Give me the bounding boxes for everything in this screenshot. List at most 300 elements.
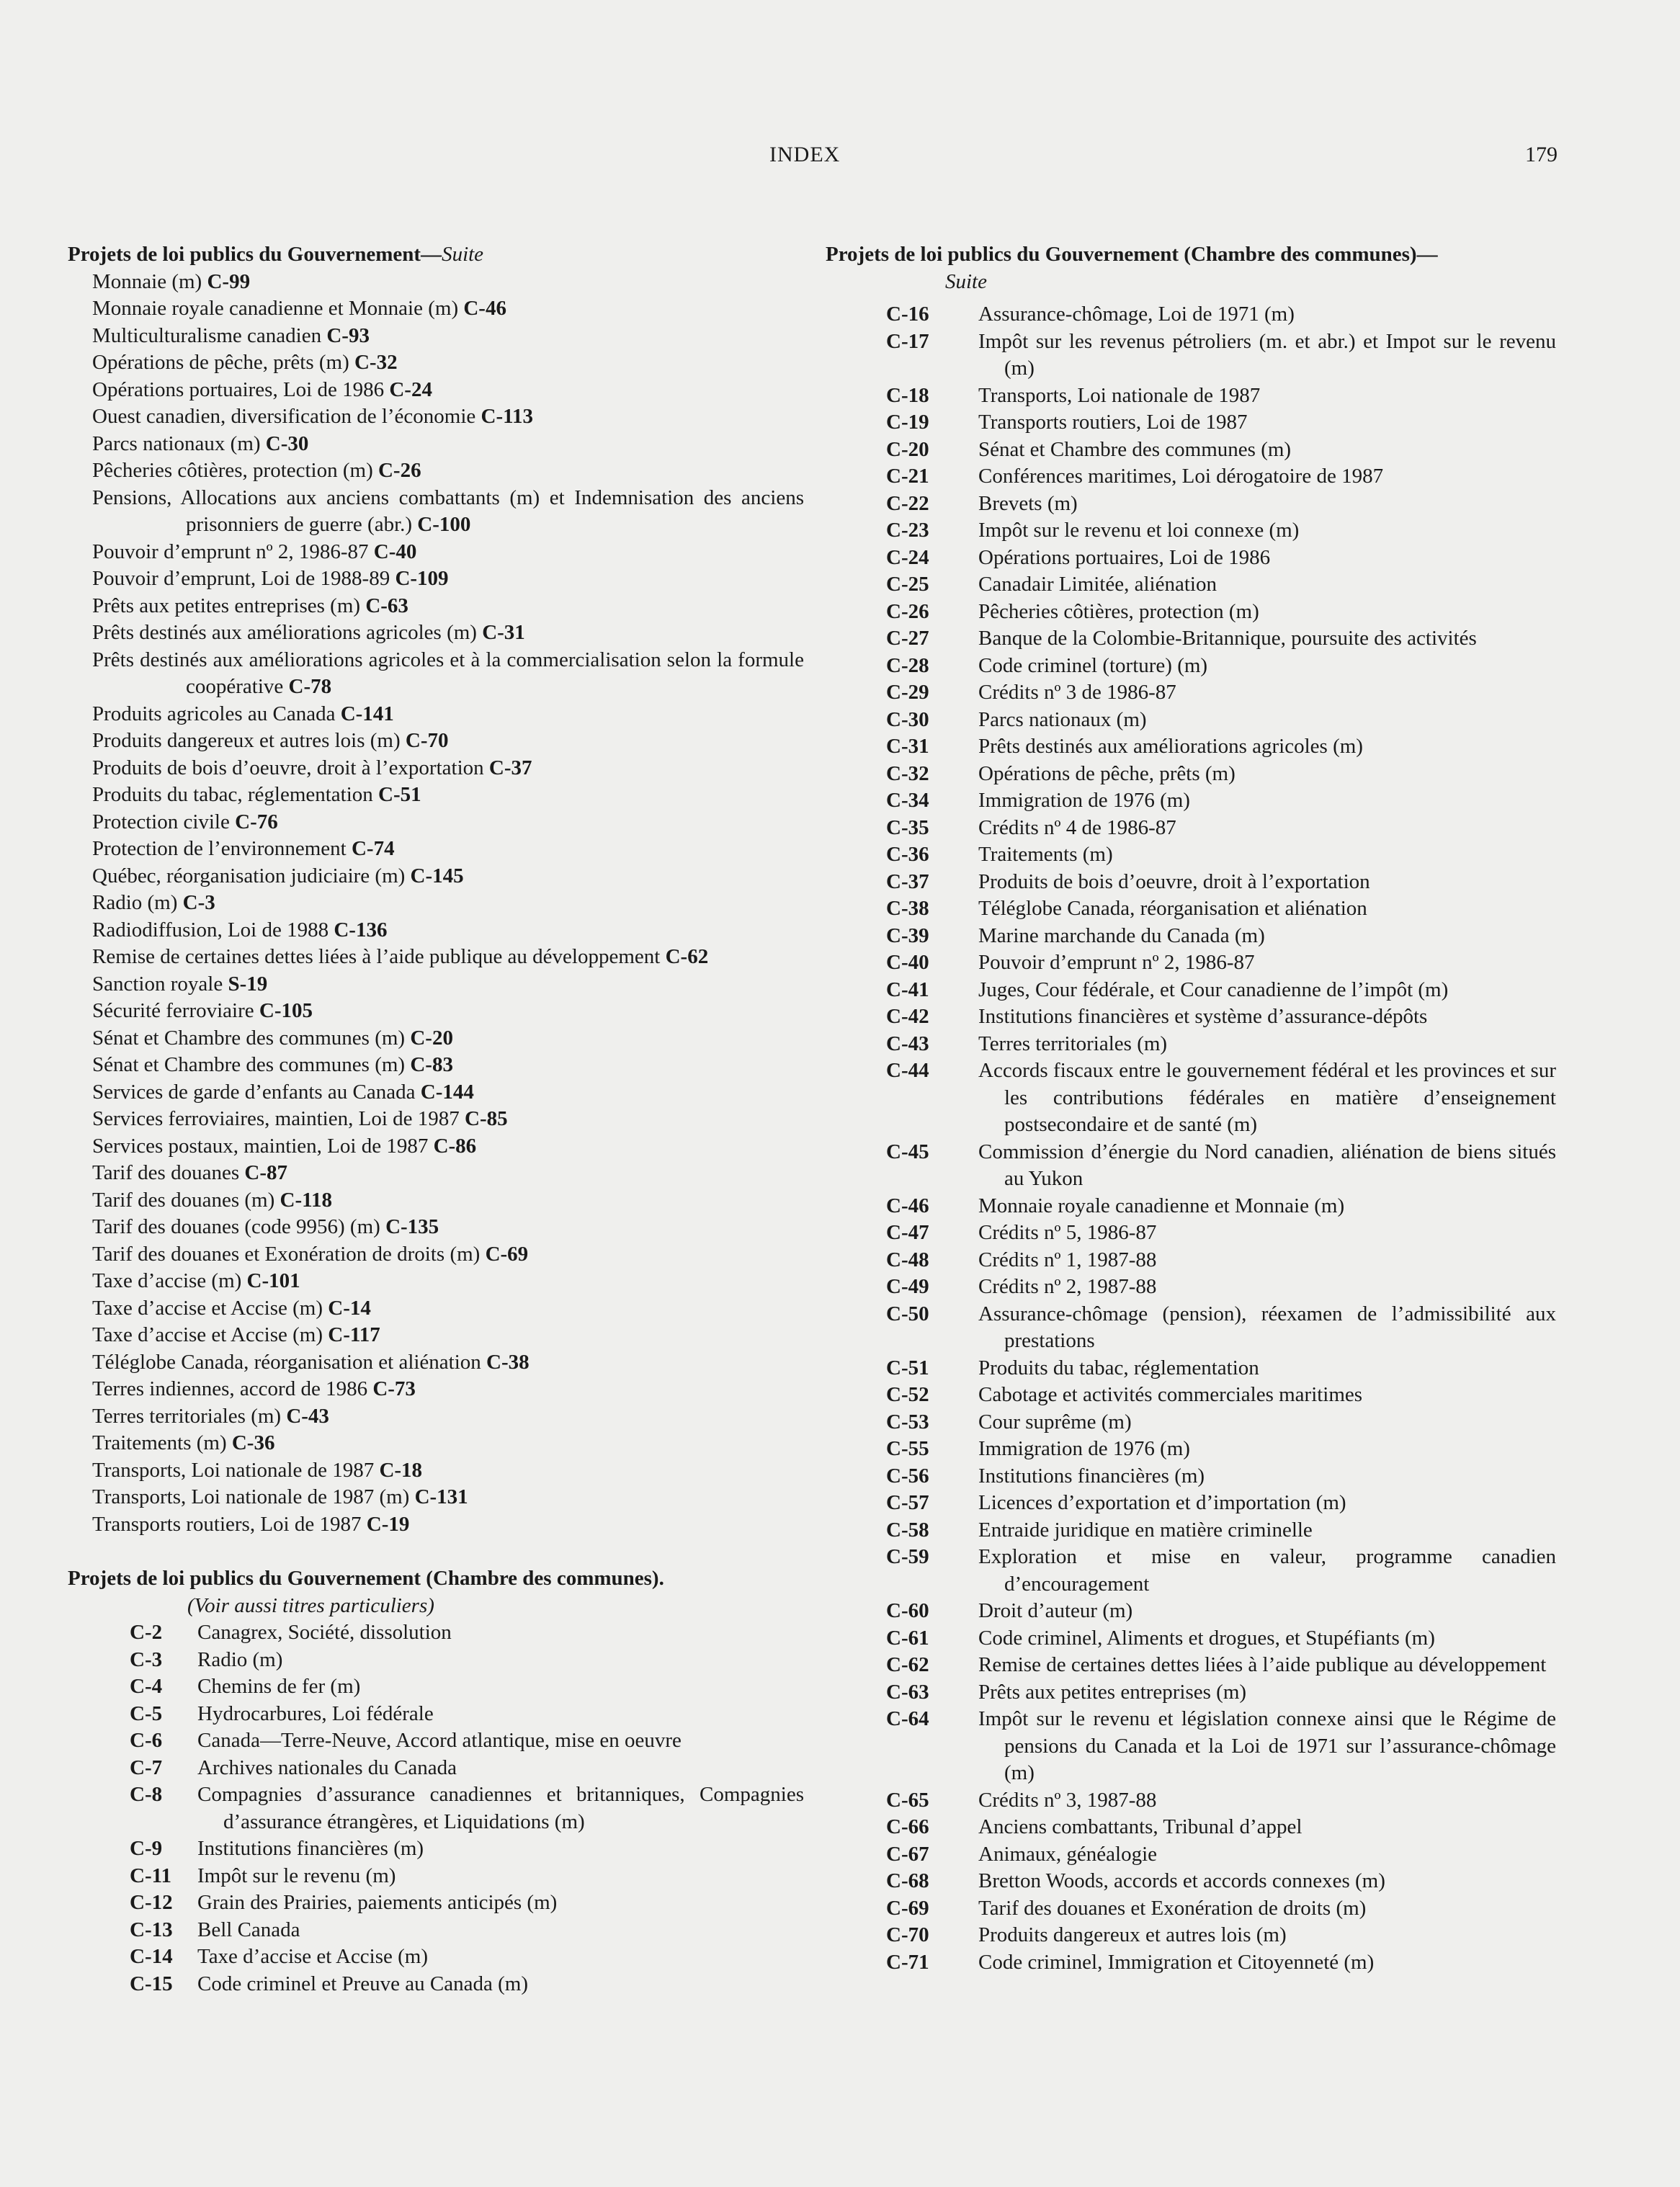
bill-number: C-24 [886,545,929,569]
entry-text: Prêts destinés aux améliorations agricoles et à la commercialisation selon la formule coopérative [92,648,804,698]
bill-number: C-31 [886,735,929,758]
entry-text: Sénat et Chambre des communes (m) [92,1053,411,1076]
bill-number: C-30 [886,707,929,731]
bill-number: C-31 [482,621,525,644]
bill-row [68,1889,804,1917]
bill-title: Commission d’énergie du Nord canadien, aliénation de biens situés au Yukon [978,1140,1556,1190]
bill-row [826,1517,1556,1544]
bill-number: C-61 [886,1626,929,1650]
bill-number: C-3 [130,1647,163,1671]
bill-number: C-51 [378,783,421,806]
bill-row [826,1301,1556,1355]
bill-row [826,328,1556,383]
bill-number: C-66 [886,1815,929,1838]
bill-title: Sénat et Chambre des communes (m) [978,437,1292,461]
bill-row [826,679,1556,707]
index-entry [68,1268,804,1295]
bill-number: C-73 [372,1377,416,1400]
index-entry [68,782,804,809]
bill-row [826,1922,1556,1949]
index-entry [68,485,804,539]
entry-text: Monnaie (m) [92,269,207,293]
bill-number: C-11 [130,1864,171,1887]
bill-title: Prêts aux petites entreprises (m) [978,1680,1247,1704]
bill-number: C-27 [886,627,929,650]
index-entry [68,1457,804,1485]
entry-text: Produits de bois d’oeuvre, droit à l’exportation [92,756,489,779]
bill-title: Institutions financières (m) [978,1464,1205,1488]
bill-number: C-8 [130,1783,163,1806]
bill-number: C-36 [886,843,929,866]
entry-text: Tarif des douanes et Exonération de droits (m) [92,1242,486,1266]
bill-row [826,1355,1556,1382]
bill-row [826,787,1556,815]
bill-row [826,1814,1556,1841]
bill-title: Canadair Limitée, aliénation [978,573,1217,596]
entry-text: Sécurité ferroviaire [92,999,259,1022]
index-entry [68,1133,804,1160]
bill-number: C-87 [244,1161,287,1184]
entry-text: Taxe d’accise (m) [92,1269,247,1292]
bill-title: Accords fiscaux entre le gouvernement fédéral et les provinces et sur les contributions fédérales en matière d’enseignement postsecondaire et de santé (m) [978,1059,1556,1136]
bill-number: C-70 [405,729,449,752]
bill-number: C-65 [886,1788,929,1812]
bill-row [826,1139,1556,1193]
index-entry [68,971,804,998]
bill-row [826,761,1556,788]
entry-text: Terres indiennes, accord de 1986 [92,1377,373,1400]
bill-number: C-3 [182,891,215,914]
bill-title: Droit d’auteur (m) [978,1599,1133,1622]
bill-number: C-136 [334,918,388,942]
section-heading [826,241,1556,295]
bill-title: Entraide juridique en matière criminelle [978,1518,1313,1542]
index-entry [68,620,804,647]
bill-number: C-20 [410,1026,453,1050]
entry-text: Pêcheries côtières, protection (m) [92,459,378,482]
bill-title: Opérations de pêche, prêts (m) [978,761,1236,785]
bill-number: C-56 [886,1464,929,1488]
entry-text: Produits dangereux et autres lois (m) [92,729,406,752]
entry-text: Services ferroviaires, maintien, Loi de 1987 [92,1107,465,1130]
bill-row [68,1647,804,1674]
entry-text: Sanction royale [92,972,228,996]
bill-row [826,301,1556,328]
bill-number: C-49 [886,1275,929,1298]
bill-number: C-9 [130,1837,163,1860]
bill-row [826,1382,1556,1409]
bill-title: Remise de certaines dettes liées à l’aide publique au développement [978,1653,1547,1676]
bill-number: C-14 [328,1296,371,1320]
index-entry [68,1160,804,1187]
index-entry [68,755,804,782]
bill-row [826,1895,1556,1923]
bill-number: C-62 [665,945,709,968]
bill-number: C-24 [389,377,432,401]
section-spacer [68,1538,804,1565]
entry-text: Protection civile [92,810,236,833]
index-entry [68,1349,804,1377]
bill-title: Transports routiers, Loi de 1987 [978,411,1248,434]
index-entry [68,728,804,755]
bill-number: C-99 [207,269,251,293]
bill-title: Téléglobe Canada, réorganisation et aliénation [978,897,1367,920]
bill-number: C-135 [385,1215,439,1238]
bill-title: Licences d’exportation et d’importation (m) [978,1491,1346,1514]
entry-text: Québec, réorganisation judiciaire (m) [92,864,411,887]
bill-number: C-46 [463,297,506,320]
bill-row [826,1247,1556,1274]
section-heading-suite: Suite [945,269,987,293]
bill-title: Exploration et mise en valeur, programme canadien d’encouragement [978,1545,1556,1596]
bill-row [826,733,1556,761]
index-entry-list [68,269,804,1539]
bill-number: C-18 [886,383,929,407]
bill-number: C-45 [886,1140,929,1163]
bill-row [826,895,1556,923]
bill-row [826,1652,1556,1679]
bill-number: C-4 [130,1675,163,1698]
bill-row [826,1409,1556,1436]
bill-number: C-19 [366,1512,410,1536]
bill-number: C-145 [410,864,464,887]
bill-number: C-48 [886,1248,929,1271]
index-entry [68,1322,804,1349]
bill-number: C-26 [886,599,929,623]
bill-title: Immigration de 1976 (m) [978,789,1190,812]
bill-row [826,815,1556,842]
entry-text: Pouvoir d’emprunt, Loi de 1988-89 [92,567,396,590]
bill-row [826,841,1556,869]
section-heading-note: (Voir aussi titres particuliers) [187,1593,434,1617]
bill-title: Immigration de 1976 (m) [978,1437,1190,1460]
bill-number: C-32 [886,761,929,785]
bill-row [826,1003,1556,1031]
page-number: 179 [1525,143,1558,166]
bill-row [826,1949,1556,1977]
bill-title: Transports, Loi nationale de 1987 [978,383,1261,407]
bill-title: Prêts destinés aux améliorations agricoles (m) [978,735,1363,758]
bill-row [826,977,1556,1004]
bill-row [826,383,1556,410]
bill-title: Terres territoriales (m) [978,1032,1168,1055]
bill-number: C-131 [414,1485,468,1508]
bill-row [826,923,1556,950]
index-entry [68,1295,804,1323]
bill-title: Assurance-chômage (pension), réexamen de l’admissibilité aux prestations [978,1302,1556,1352]
index-entry [68,295,804,323]
bill-number: C-118 [280,1188,332,1212]
bill-number: C-35 [886,815,929,839]
index-entry [68,890,804,917]
index-entry [68,377,804,404]
bill-row [826,1490,1556,1517]
bill-title: Crédits nº 2, 1987-88 [978,1275,1157,1298]
entry-text: Tarif des douanes (code 9956) (m) [92,1215,386,1238]
bill-row [68,1755,804,1782]
entry-text: Monnaie royale canadienne et Monnaie (m) [92,297,464,320]
bill-row [826,1679,1556,1707]
bill-title: Assurance-chômage, Loi de 1971 (m) [978,303,1295,326]
entry-text: Transports, Loi nationale de 1987 [92,1458,380,1482]
bill-number: C-37 [488,756,532,779]
entry-text: Terres territoriales (m) [92,1404,287,1428]
bill-row [68,1619,804,1647]
bill-number: C-109 [395,567,449,590]
bill-row [826,1220,1556,1247]
bill-number: C-85 [465,1107,508,1130]
bill-number: C-7 [130,1756,163,1779]
bill-title: Impôt sur le revenu et loi connexe (m) [978,519,1300,542]
index-entry [68,1241,804,1269]
index-entry [68,647,804,701]
bill-number: C-60 [886,1599,929,1622]
index-entry [68,809,804,836]
entry-text: Tarif des douanes (m) [92,1188,280,1212]
bill-number: C-6 [130,1729,163,1752]
bill-row [68,1863,804,1890]
bill-number: C-50 [886,1302,929,1325]
bill-row [826,1841,1556,1869]
bill-number: C-21 [886,465,929,488]
bill-number: C-62 [886,1653,929,1676]
index-entry [68,998,804,1025]
bill-number: C-40 [373,540,417,563]
index-entry [68,349,804,377]
entry-text: Téléglobe Canada, réorganisation et aliénation [92,1350,487,1374]
bill-row [826,1544,1556,1598]
entry-text: Traitements (m) [92,1431,232,1454]
bill-title: Anciens combattants, Tribunal d’appel [978,1815,1303,1838]
entry-text: Radiodiffusion, Loi de 1988 [92,918,334,942]
page-header [0,143,1680,174]
bill-row [826,653,1556,680]
bill-title: Institutions financières (m) [197,1837,424,1860]
bill-number: C-13 [130,1918,173,1941]
index-entry [68,863,804,890]
section-heading-suite: Suite [442,243,484,266]
bill-row [826,1868,1556,1895]
bill-number: C-30 [265,431,309,455]
index-entry [68,1025,804,1052]
bill-number: C-67 [886,1842,929,1866]
bill-number: C-93 [326,323,370,347]
bill-title: Pouvoir d’emprunt nº 2, 1986-87 [978,951,1255,974]
entry-text: Tarif des douanes [92,1161,245,1184]
entry-text: Taxe d’accise et Accise (m) [92,1296,329,1320]
bill-title: Code criminel, Immigration et Citoyenneté (m) [978,1950,1375,1974]
running-title: INDEX [769,143,841,166]
bill-title: Chemins de fer (m) [197,1675,361,1698]
bill-number: C-40 [886,951,929,974]
bill-row [826,625,1556,653]
bill-row [826,1598,1556,1625]
bill-number: C-57 [886,1491,929,1514]
bill-title: Tarif des douanes et Exonération de droits (m) [978,1896,1367,1920]
bill-number: C-19 [886,411,929,434]
bill-row [826,571,1556,599]
bill-title: Crédits nº 3, 1987-88 [978,1788,1157,1812]
bill-row [826,463,1556,491]
bill-number: C-38 [886,897,929,920]
bill-row [826,437,1556,464]
bill-number: C-74 [351,837,395,860]
bill-number: C-15 [130,1972,173,1995]
index-entry [68,1403,804,1431]
entry-text: Sénat et Chambre des communes (m) [92,1026,411,1050]
bill-number: C-100 [417,513,471,536]
index-entry [68,836,804,863]
bill-title: Compagnies d’assurance canadiennes et britanniques, Compagnies d’assurance étrangères, et Liquidations (m) [197,1783,804,1833]
bill-title: Juges, Cour fédérale, et Cour canadienne de l’impôt (m) [978,978,1449,1001]
bill-title: Canagrex, Société, dissolution [197,1621,452,1644]
bill-title: Cour suprême (m) [978,1410,1132,1434]
index-entry [68,565,804,593]
bill-number: C-5 [130,1701,163,1725]
bill-row [826,1706,1556,1787]
bill-title: Produits de bois d’oeuvre, droit à l’exportation [978,869,1370,893]
bill-row [826,517,1556,545]
section-heading [68,1565,804,1619]
bill-number: C-117 [328,1323,380,1346]
bill-title: Cabotage et activités commerciales maritimes [978,1383,1363,1406]
section-heading-text: Projets de loi publics du Gouvernement (Chambre des communes). [68,1567,664,1590]
bill-number: C-12 [130,1891,173,1914]
bill-number: C-113 [481,405,534,428]
bill-title: Bretton Woods, accords et accords connexes (m) [978,1869,1385,1892]
bill-number: C-17 [886,329,929,353]
entry-text: Opérations de pêche, prêts (m) [92,351,354,374]
bill-number: C-83 [410,1053,453,1076]
bill-number: C-26 [377,459,421,482]
index-entry [68,1106,804,1133]
bill-number: C-25 [886,573,929,596]
bill-number: C-55 [886,1437,929,1460]
bill-row [68,1835,804,1863]
bill-number: C-20 [886,437,929,461]
bill-row [826,1274,1556,1301]
bill-title: Animaux, généalogie [978,1842,1158,1866]
bill-title: Hydrocarbures, Loi fédérale [197,1701,434,1725]
bill-row [826,1193,1556,1220]
bill-title: Pêcheries côtières, protection (m) [978,599,1259,623]
bill-number: C-44 [886,1059,929,1082]
bill-number: C-42 [886,1005,929,1028]
bill-number: C-68 [886,1869,929,1892]
bill-title: Produits du tabac, réglementation [978,1356,1259,1379]
entry-text: Remise de certaines dettes liées à l’aide publique au développement [92,945,666,968]
index-entry [68,323,804,350]
bill-row [826,707,1556,734]
bill-title: Code criminel et Preuve au Canada (m) [197,1972,529,1995]
bill-number: C-78 [288,675,332,698]
bill-number: C-18 [379,1458,423,1482]
bill-row [68,1917,804,1944]
section-spacer [826,295,1556,301]
index-entry [68,1214,804,1241]
bill-number: C-43 [286,1404,329,1428]
bill-title: Institutions financières et système d’assurance-dépôts [978,1005,1428,1028]
bill-number: C-29 [886,681,929,704]
bill-title: Archives nationales du Canada [197,1756,457,1779]
entry-text: Multiculturalisme canadien [92,323,327,347]
entry-text: Radio (m) [92,891,183,914]
entry-text: Opérations portuaires, Loi de 1986 [92,377,390,401]
index-entry [68,593,804,620]
bill-title: Brevets (m) [978,491,1078,515]
bill-title: Marine marchande du Canada (m) [978,923,1265,947]
bill-title: Code criminel, Aliments et drogues, et Stupéfiants (m) [978,1626,1435,1650]
bill-number: C-39 [886,923,929,947]
bill-row [826,491,1556,518]
bill-number: C-64 [886,1707,929,1730]
entry-text: Pensions, Allocations aux anciens combattants (m) et Indemnisation des anciens prisonniers de guerre (abr.) [92,486,804,536]
bill-number: C-52 [886,1383,929,1406]
bill-number: C-141 [340,702,394,725]
entry-text: Services de garde d’enfants au Canada [92,1080,421,1104]
bill-title: Crédits nº 5, 1986-87 [978,1221,1157,1244]
index-entry [68,1376,804,1403]
bill-number: C-59 [886,1545,929,1568]
entry-text: Services postaux, maintien, Loi de 1987 [92,1134,434,1158]
bill-title: Code criminel (torture) (m) [978,653,1208,677]
bill-title: Monnaie royale canadienne et Monnaie (m) [978,1194,1345,1217]
bill-row [826,1031,1556,1058]
bill-row [826,409,1556,437]
bill-row [68,1727,804,1755]
bill-number: C-58 [886,1518,929,1542]
entry-text: Ouest canadien, diversification de l’économie [92,405,481,428]
bill-row [826,1436,1556,1463]
bill-number: C-53 [886,1410,929,1434]
index-entry [68,269,804,296]
bill-number: C-22 [886,491,929,515]
bill-title: Crédits nº 1, 1987-88 [978,1248,1157,1271]
bill-title: Impôt sur les revenus pétroliers (m. et abr.) et Impot sur le revenu (m) [978,329,1556,380]
bill-title: Parcs nationaux (m) [978,707,1147,731]
bill-row [826,1787,1556,1815]
bill-row [826,599,1556,626]
bill-title: Grain des Prairies, paiements anticipés (m) [197,1891,558,1914]
index-entry [68,701,804,728]
bill-row [68,1701,804,1728]
bill-row [826,545,1556,572]
bill-title: Bell Canada [197,1918,300,1941]
bill-number: C-105 [259,999,313,1022]
bill-row [826,869,1556,896]
bill-title: Traitements (m) [978,843,1113,866]
index-entry [68,403,804,431]
bill-row [826,1625,1556,1652]
bill-number: C-41 [886,978,929,1001]
bill-number: C-63 [886,1680,929,1704]
bill-row [826,949,1556,977]
bill-title: Radio (m) [197,1647,283,1671]
bill-number: C-71 [886,1950,929,1974]
bill-number: S-19 [228,972,268,996]
entry-text: Taxe d’accise et Accise (m) [92,1323,329,1346]
bill-number: C-76 [235,810,278,833]
entry-text: Produits agricoles au Canada [92,702,341,725]
bill-title: Impôt sur le revenu et législation connexe ainsi que le Régime de pensions du Canada et la Loi de 1971 sur l’assurance-chômage (m) [978,1707,1556,1784]
bill-number: C-23 [886,519,929,542]
bill-row [68,1944,804,1971]
bill-number: C-69 [886,1896,929,1920]
bill-number: C-38 [486,1350,530,1374]
bill-row [826,1463,1556,1490]
bill-number: C-69 [485,1242,529,1266]
entry-text: Prêts destinés aux améliorations agricoles (m) [92,621,483,644]
